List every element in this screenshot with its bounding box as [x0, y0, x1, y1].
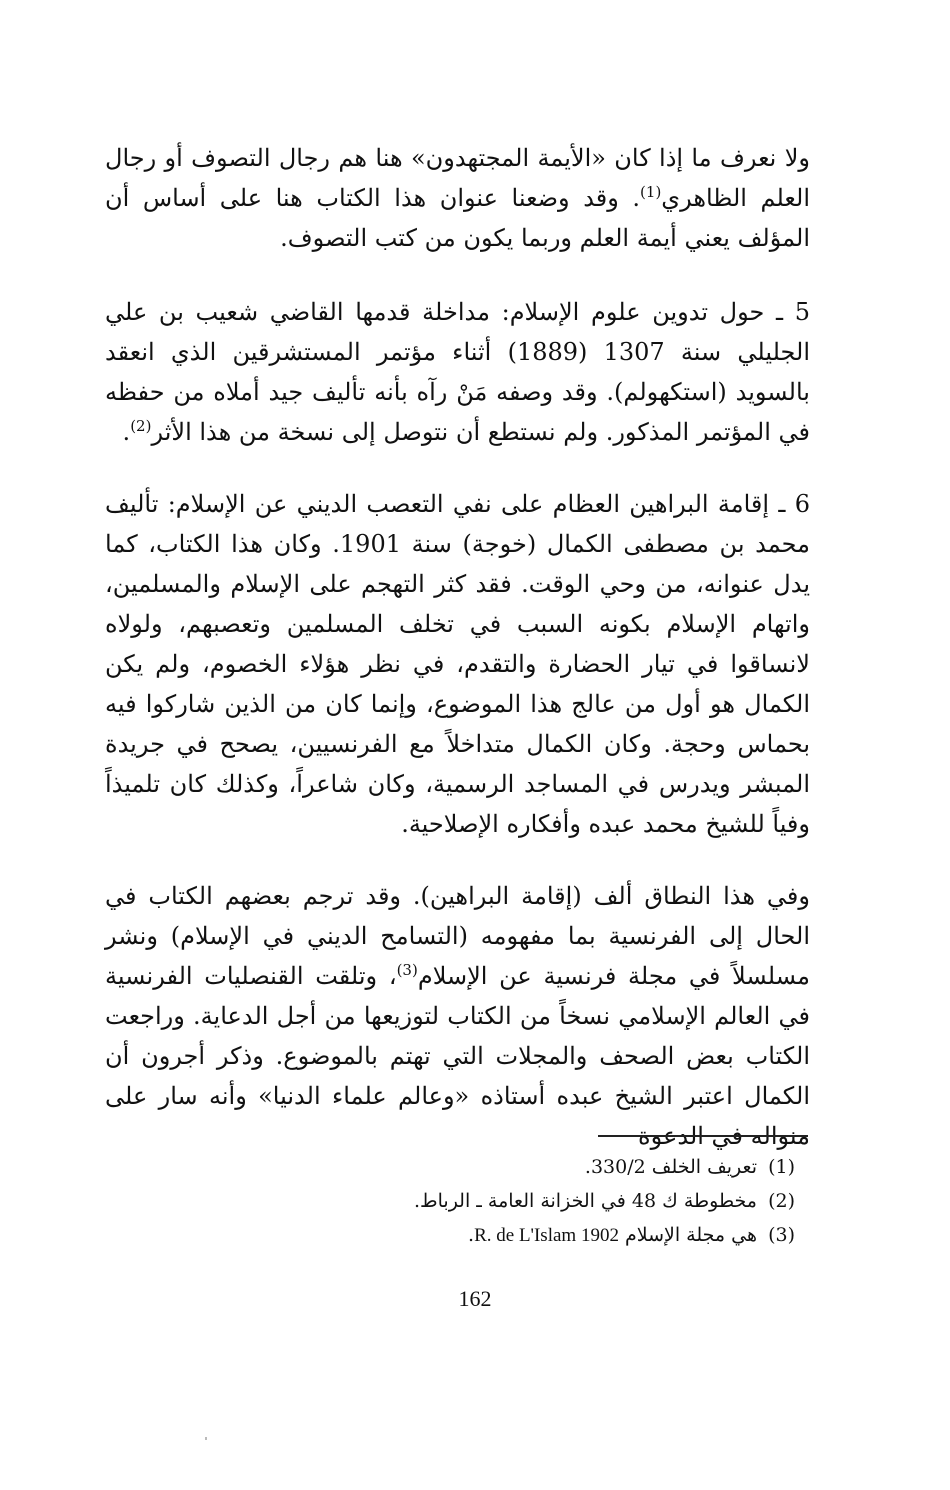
footnote-2-text: مخطوطة ك 48 في الخزانة العامة ـ الرباط. — [414, 1190, 757, 1212]
paragraph-2-text-b: . — [122, 418, 131, 446]
paragraph-3 — [105, 484, 810, 844]
page-body — [105, 138, 810, 1188]
paragraph-2 — [105, 292, 810, 452]
footnote-2 — [105, 1184, 805, 1218]
footnote-1 — [105, 1150, 805, 1184]
footnote-1-number: (1) — [768, 1156, 795, 1178]
footnote-3-tail: . — [468, 1224, 475, 1246]
page-number: 162 — [458, 1286, 492, 1311]
footnote-1-text: تعريف الخلف 330/2. — [584, 1156, 757, 1178]
footnote-ref-2: (2) — [130, 417, 152, 435]
footnote-3-latin: R. de L'Islam 1902 — [474, 1225, 619, 1246]
footnotes — [105, 1150, 805, 1253]
paragraph-4-text-b: ، وتلقت القنصليات الفرنسية في العالم الإسلامي نسخاً من الكتاب لتوزيعها من أجل الدعاية. وراجعت الكتاب بعض الصحف والمجلات التي تهتم بالموضوع. وذكر أجرون أن الكمال اعتبر الشيخ عبده أستاذه «وعالم علماء الدنيا» وأنه سار على منواله في الدعوة — [105, 962, 810, 1150]
paragraph-1-text-b: . وقد وضعنا عنوان هذا الكتاب هنا على أساس أن المؤلف يعني أيمة العلم وربما يكون من كتب التصوف. — [105, 184, 810, 252]
footnote-3-number: (3) — [768, 1224, 795, 1246]
paragraph-3-text-a: 6 ـ إقامة البراهين العظام على نفي التعصب الديني عن الإسلام: تأليف محمد بن مصطفى الكمال (خوجة) سنة 1901. وكان هذا الكتاب، كما يدل عنوانه، من وحي الوقت. فقد كثر التهجم على الإسلام والمسلمين، واتهام الإسلام بكونه السبب في تخلف المسلمين وتعصبهم، ولولاه لانساقوا في تيار الحضارة والتقدم، في نظر هؤلاء الخصوم، ولم يكن الكمال هو أول من عالج هذا الموضوع، وإنما كان من الذين شاركوا فيه بحماس وحجة. وكان الكمال متداخلاً مع الفرنسيين، يصحح في جريدة المبشر ويدرس في المساجد الرسمية، وكان شاعراً، وكذلك كان تلميذاً وفياً للشيخ محمد عبده وأفكاره الإصلاحية. — [105, 490, 810, 838]
paragraph-2-text-a: 5 ـ حول تدوين علوم الإسلام: مداخلة قدمها القاضي شعيب بن علي الجليلي سنة 1307 (1889) أثناء مؤتمر المستشرقين الذي انعقد بالسويد (استكهولم). وقد وصفه مَنْ رآه بأنه تأليف جيد أملاه من حفظه في المؤتمر المذكور. ولم نستطع أن نتوصل إلى نسخة من هذا الأثر — [105, 298, 810, 446]
footnote-ref-1: (1) — [640, 183, 662, 201]
footnote-2-number: (2) — [768, 1190, 795, 1212]
footnote-separator — [598, 1135, 808, 1137]
footnote-ref-3: (3) — [396, 961, 418, 979]
paragraph-4 — [105, 876, 810, 1156]
paragraph-1 — [105, 138, 810, 258]
footnote-3-text: هي مجلة الإسلام — [625, 1224, 757, 1246]
paragraph-4-text-a: وفي هذا النطاق ألف (إقامة البراهين). وقد ترجم بعضهم الكتاب في الحال إلى الفرنسية بما مفهومه (التسامح الديني في الإسلام) ونشر مسلسلاً في مجلة فرنسية عن الإسلام — [105, 882, 810, 990]
footnote-3 — [105, 1218, 805, 1253]
scan-speck — [205, 1437, 207, 1440]
paragraph-1-text-a: ولا نعرف ما إذا كان «الأيمة المجتهدون» هنا هم رجال التصوف أو رجال العلم الظاهري — [105, 144, 810, 212]
